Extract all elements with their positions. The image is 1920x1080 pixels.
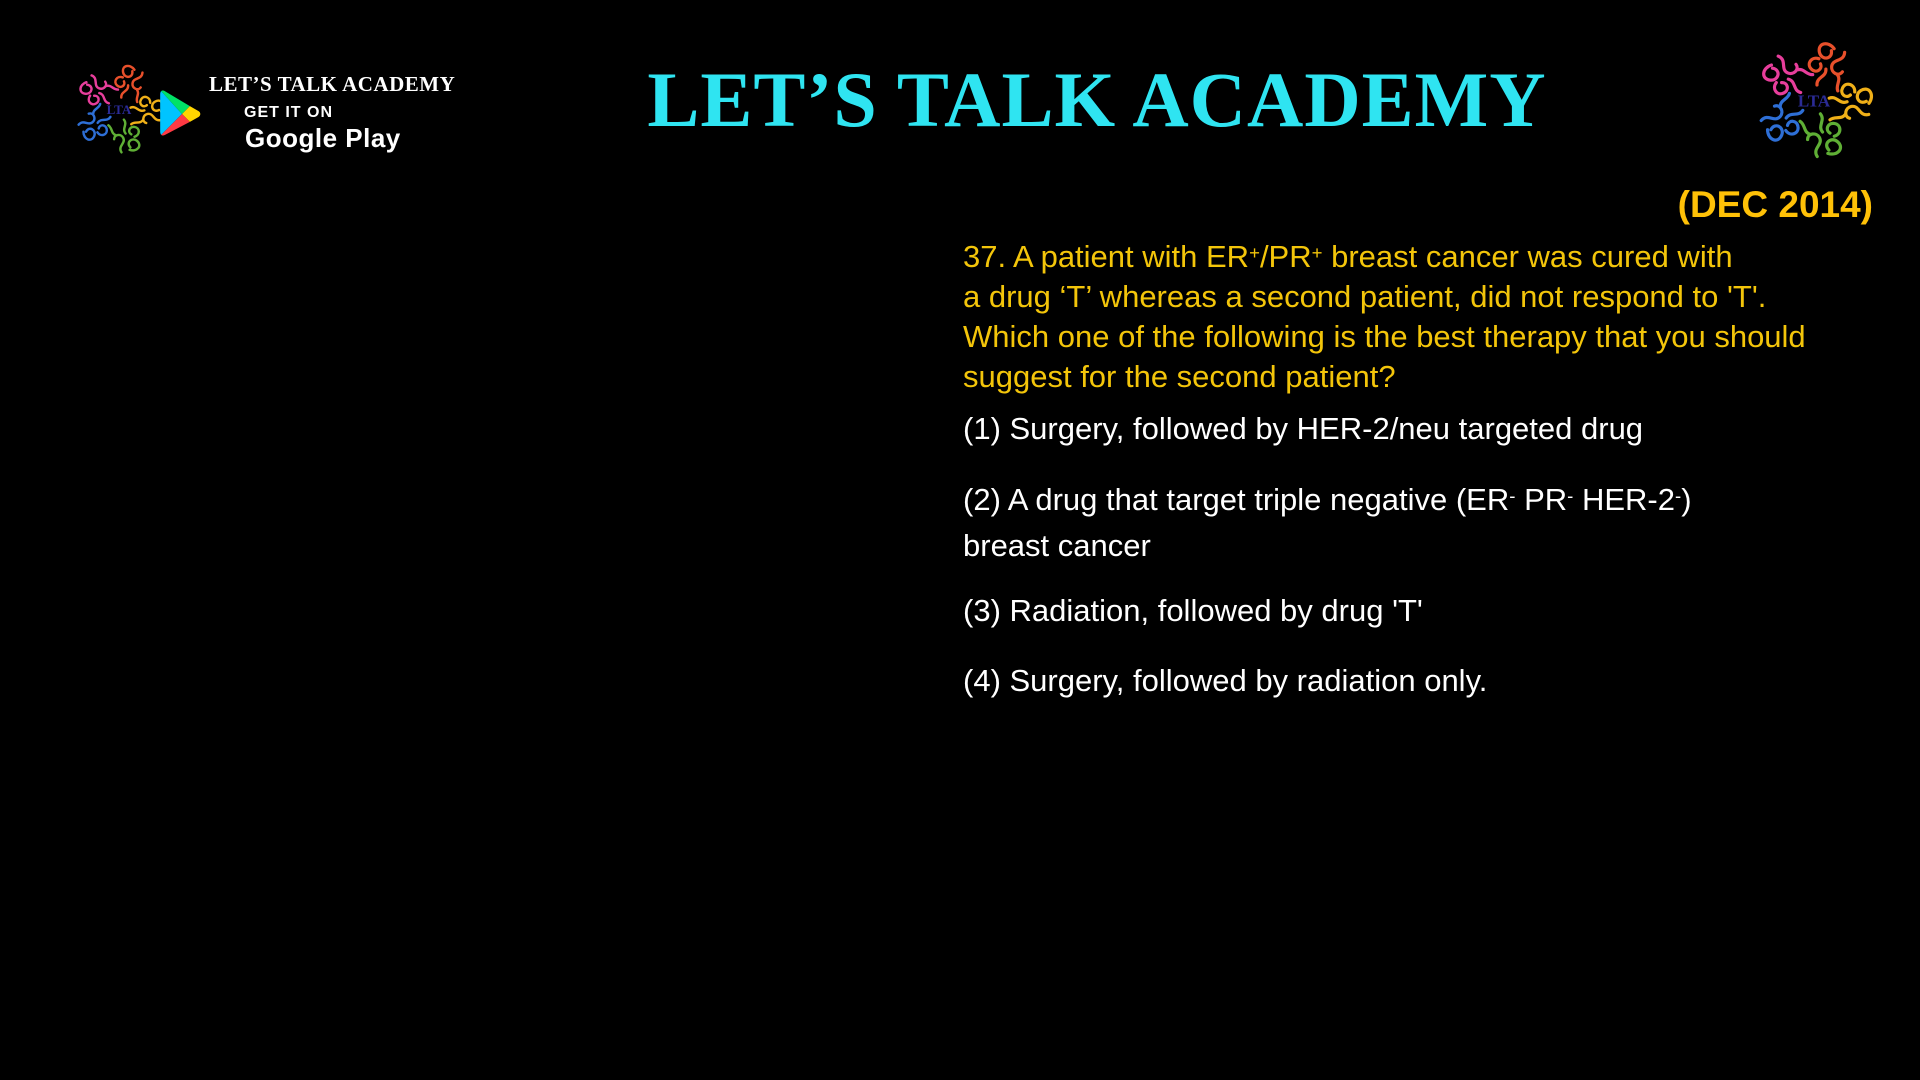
text-line: (2) A drug that target triple negative (ER- PR- HER-2-) [963,482,1692,517]
option-3 [963,588,1423,634]
page-title: LET’S TALK ACADEMY [647,56,1547,143]
question-text [963,237,1806,397]
text-line: a drug ‘T’ whereas a second patient, did not respond to 'T'. [963,279,1767,314]
text-line: (3) Radiation, followed by drug 'T' [963,593,1423,628]
text-line: suggest for the second patient? [963,359,1396,394]
option-4 [963,658,1487,704]
logo-monogram: LTA [1797,91,1831,111]
badge-store-name: Google Play [245,123,401,153]
text-line: breast cancer [963,528,1151,563]
logo-monogram: LTA [106,101,132,117]
text-line: Which one of the following is the best therapy that you should [963,319,1806,354]
option-2 [963,477,1692,569]
text-line: 37. A patient with ER+/PR+ breast cancer was cured with [963,239,1733,274]
exam-date-tag: (DEC 2014) [1677,184,1873,225]
lta-protein-logo [1738,36,1890,164]
google-play-badge[interactable] [154,72,455,154]
text-line: (1) Surgery, followed by HER-2/neu targeted drug [963,411,1644,446]
text-line: (4) Surgery, followed by radiation only. [963,663,1488,698]
google-play-icon [154,81,208,145]
badge-get-it-on-label: GET IT ON [244,104,333,121]
google-play-badge-text [209,72,455,154]
option-1 [963,406,1643,452]
badge-academy-label: LET’S TALK ACADEMY [209,72,456,96]
